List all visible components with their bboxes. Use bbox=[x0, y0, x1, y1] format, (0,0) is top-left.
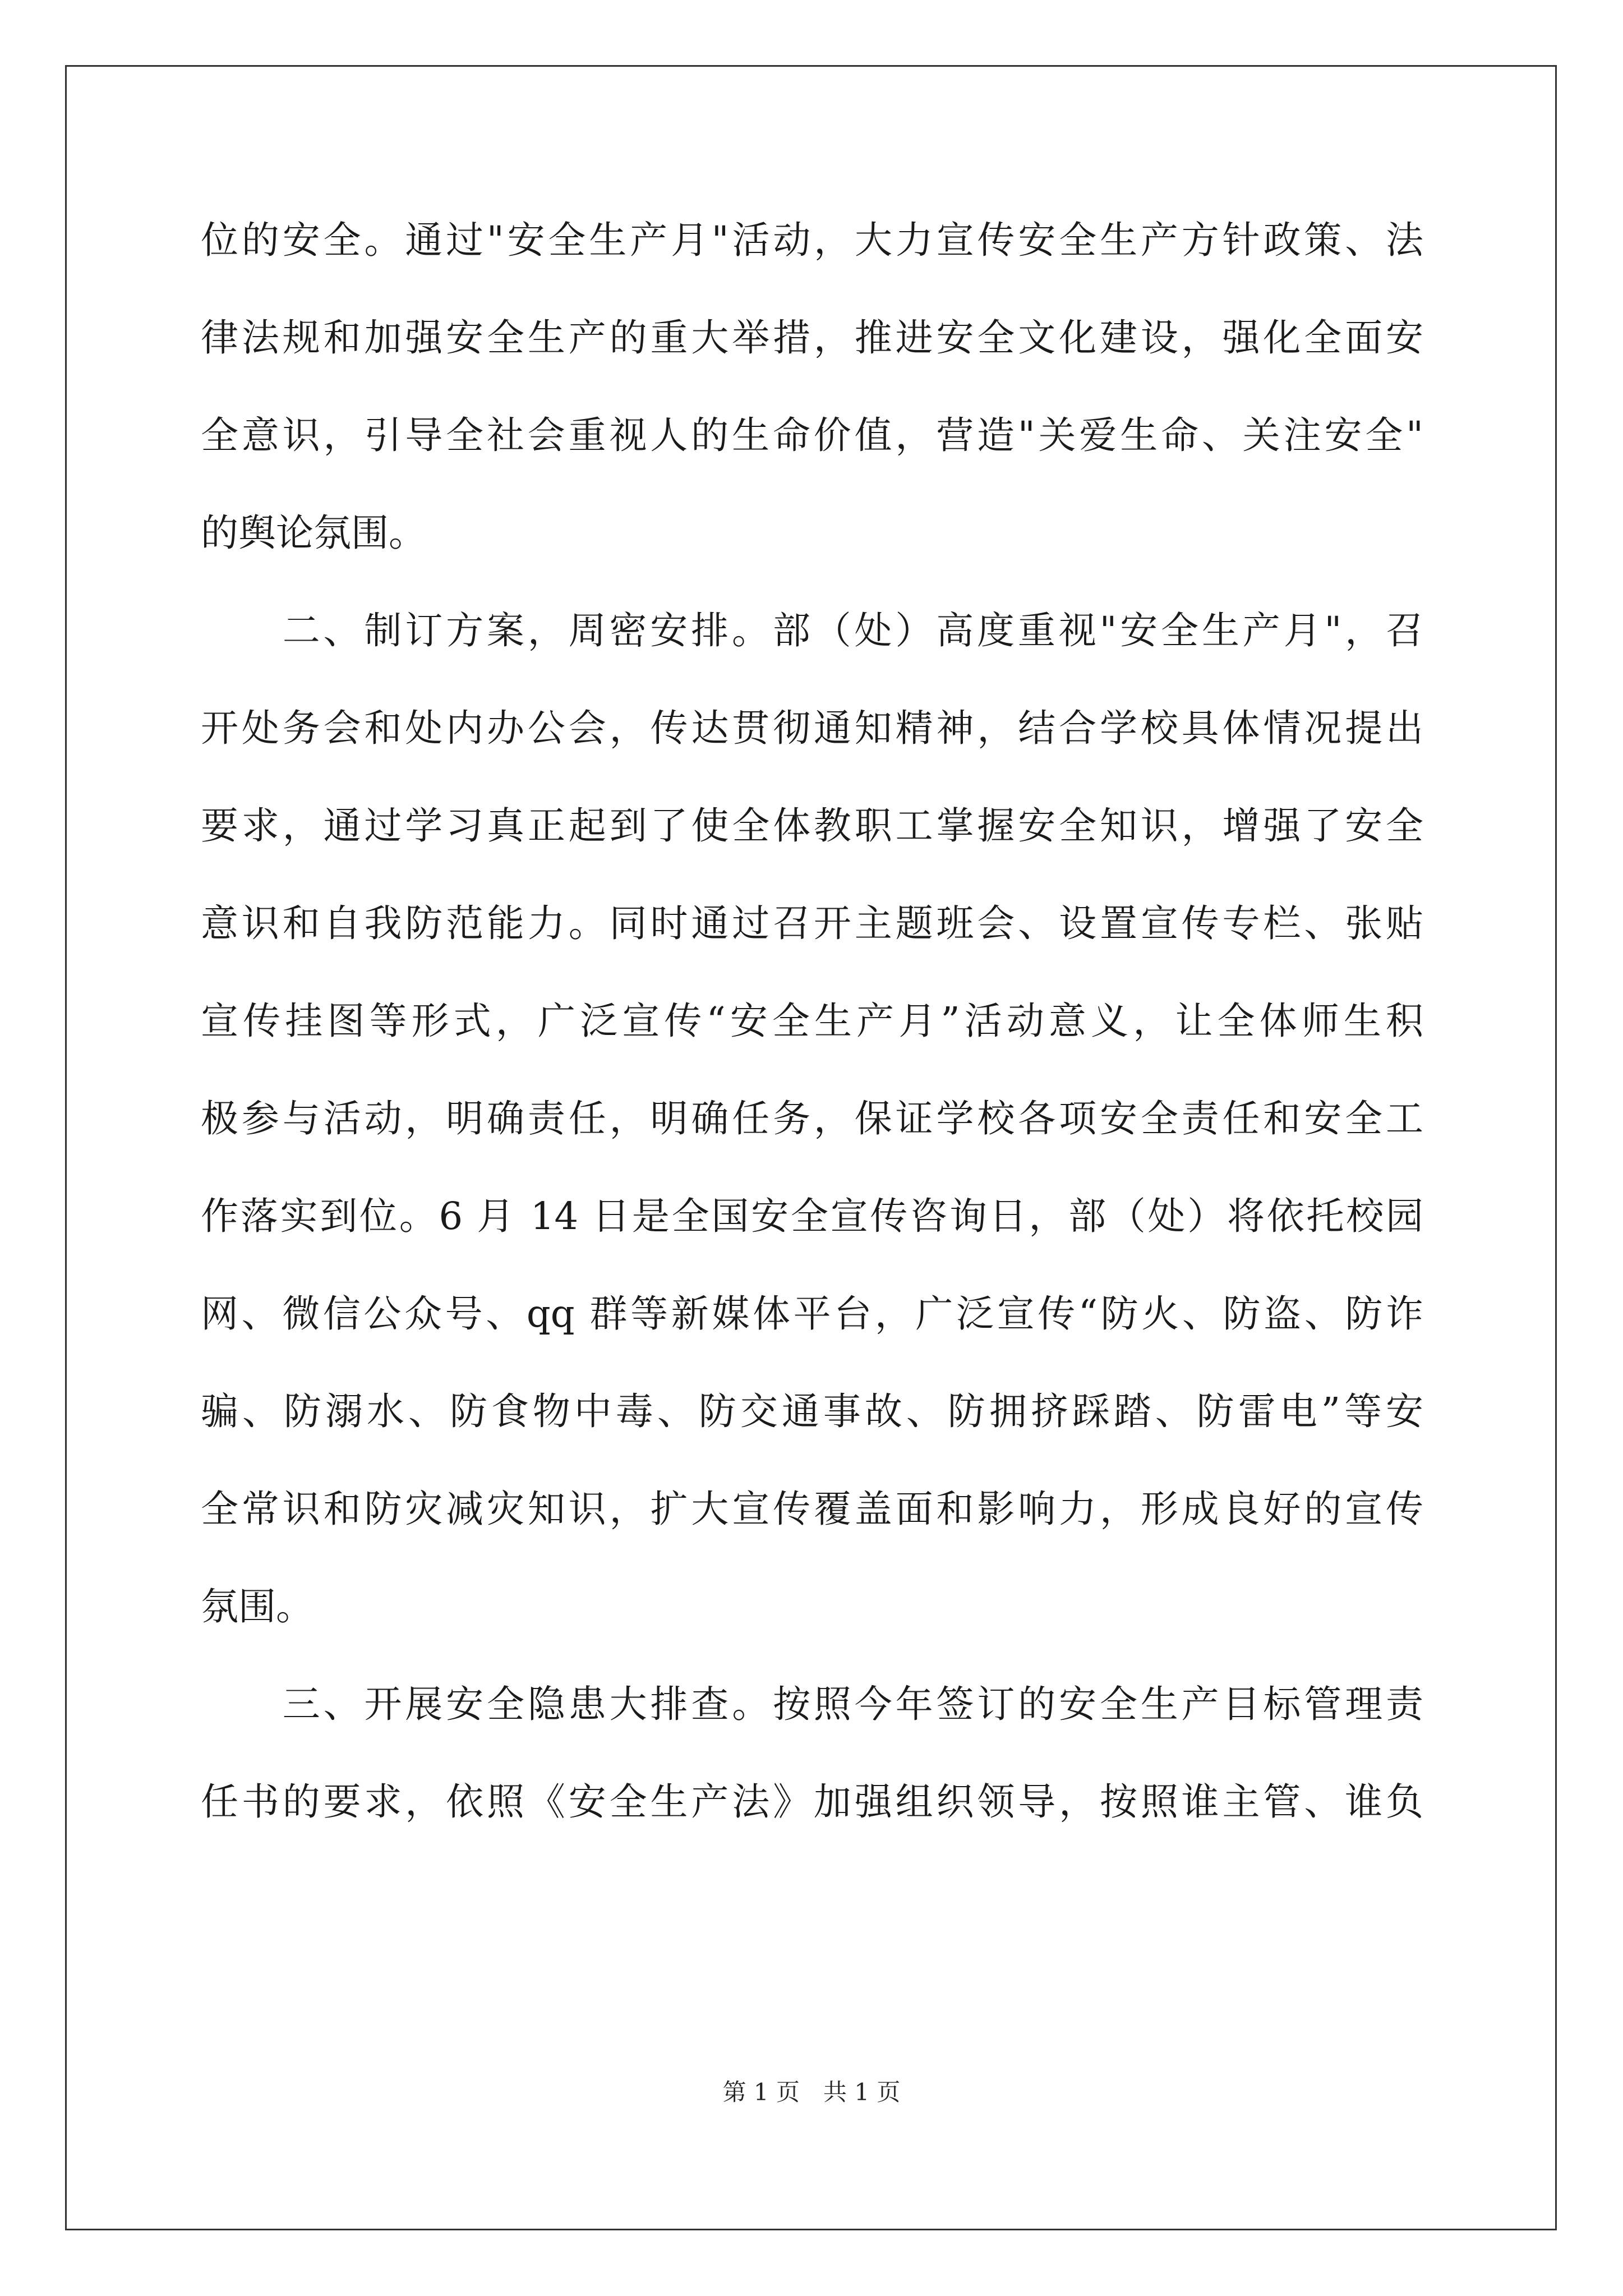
text-line: 的舆论氛围。 bbox=[201, 511, 426, 555]
text-line: 位的安全。通过"安全生产月"活动，大力宣传安全生产方针政策、法 bbox=[201, 218, 1423, 262]
text-line: 要求，通过学习真正起到了使全体教职工掌握安全知识，增强了安全 bbox=[201, 804, 1423, 848]
text-line: 骗、防溺水、防食物中毒、防交通事故、防拥挤踩踏、防雷电”等安 bbox=[201, 1389, 1423, 1433]
text-line: 律法规和加强安全生产的重大举措，推进安全文化建设，强化全面安 bbox=[201, 316, 1423, 360]
document-body bbox=[201, 213, 1423, 1872]
text-line: 意识和自我防范能力。同时通过召开主题班会、设置宣传专栏、张贴 bbox=[201, 901, 1423, 945]
text-line: 网、微信公众号、qq 群等新媒体平台，广泛宣传“防火、防盗、防诈 bbox=[201, 1292, 1423, 1336]
text-line: 氛围。 bbox=[201, 1585, 313, 1628]
text-line: 任书的要求，依照《安全生产法》加强组织领导，按照谁主管、谁负 bbox=[201, 1780, 1423, 1824]
text-line: 三、开展安全隐患大排查。按照今年签订的安全生产目标管理责 bbox=[201, 1682, 1423, 1726]
text-line: 宣传挂图等形式，广泛宣传“安全生产月”活动意义，让全体师生积 bbox=[201, 999, 1423, 1043]
text-line: 二、制订方案，周密安排。部（处）高度重视"安全生产月"，召 bbox=[201, 609, 1423, 652]
text-line: 开处务会和处内办公会，传达贯彻通知精神，结合学校具体情况提出 bbox=[201, 706, 1423, 750]
text-line: 全常识和防灾减灾知识，扩大宣传覆盖面和影响力，形成良好的宣传 bbox=[201, 1487, 1423, 1531]
text-line: 作落实到位。6 月 14 日是全国安全宣传咨询日，部（处）将依托校园 bbox=[201, 1194, 1423, 1238]
text-line: 极参与活动，明确责任，明确任务，保证学校各项安全责任和安全工 bbox=[201, 1097, 1423, 1140]
text-line: 全意识，引导全社会重视人的生命价值，营造"关爱生命、关注安全" bbox=[201, 413, 1423, 457]
page-footer: 第 1 页 共 1 页 bbox=[722, 2078, 901, 2106]
